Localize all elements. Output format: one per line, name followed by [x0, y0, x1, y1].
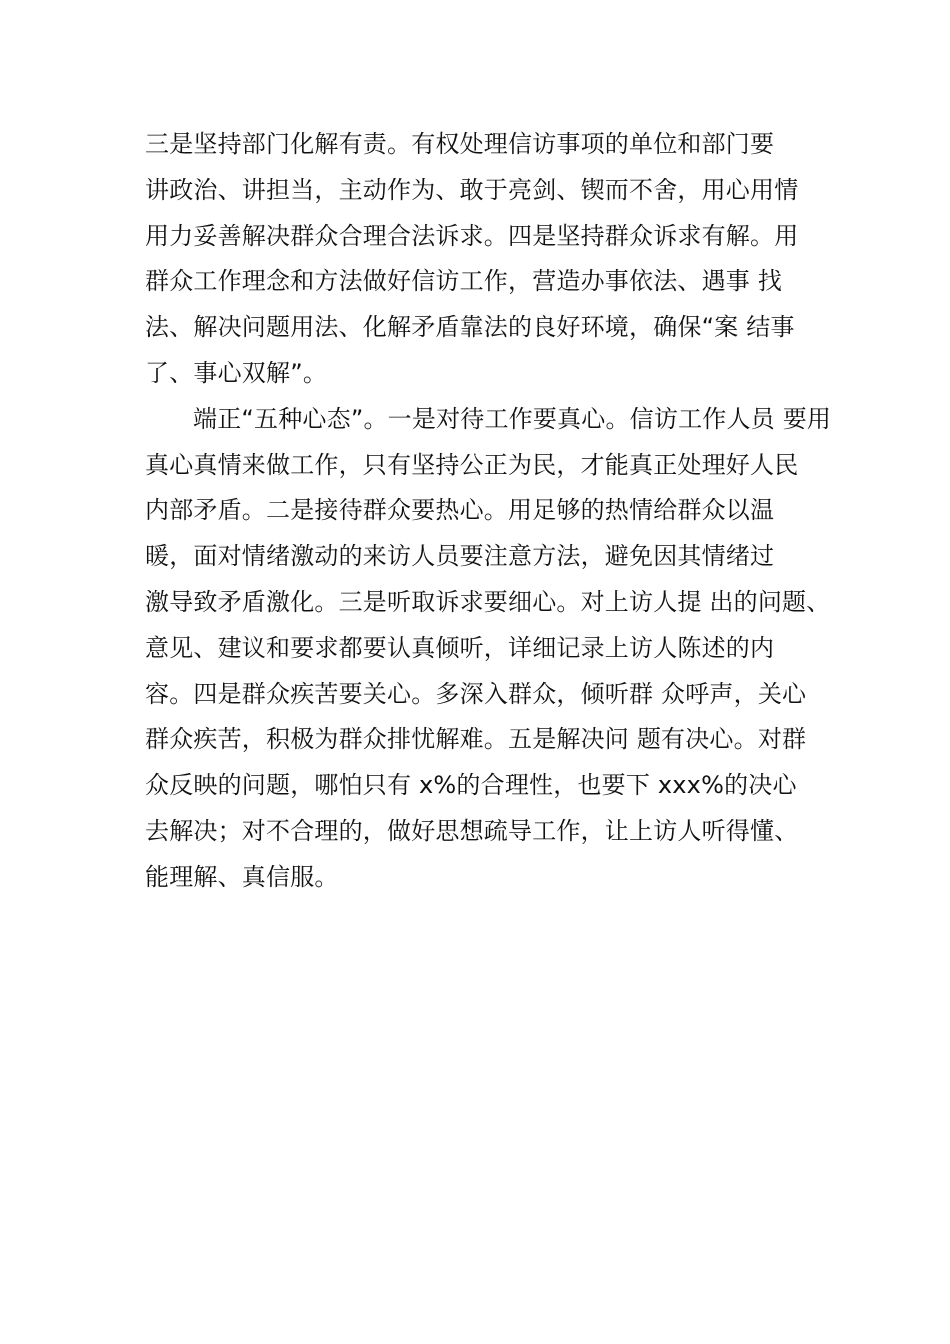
- text-line: 讲政治、讲担当，主动作为、敢于亮剑、锲而不舍，用心用情: [145, 175, 799, 204]
- paragraph-start-line: 端正“五种心态”。一是对待工作要真心。信访工作人员 要用: [193, 404, 832, 433]
- text-line: 能理解、真信服。: [145, 862, 339, 891]
- text-line: 容。四是群众疾苦要关心。多深入群众，倾听群 众呼声，关心: [145, 679, 807, 708]
- text-line: 法、解决问题用法、化解矛盾靠法的良好环境，确保“案 结事: [145, 313, 795, 342]
- text-line: 群众疾苦，积极为群众排忧解难。五是解决问 题有决心。对群: [145, 725, 807, 754]
- text-line: 激导致矛盾激化。三是听取诉求要细心。对上访人提 出的问题、: [145, 587, 831, 616]
- text-line: 意见、建议和要求都要认真倾听，详细记录上访人陈述的内: [145, 633, 775, 662]
- text-line: 去解决；对不合理的，做好思想疏导工作，让上访人听得懂、: [145, 816, 799, 845]
- document-body: [145, 122, 835, 901]
- text-line: 群众工作理念和方法做好信访工作，营造办事依法、遇事 找: [145, 267, 783, 296]
- text-line: 了、事心双解”。: [145, 358, 328, 387]
- text-line: 真心真情来做工作，只有坚持公正为民，才能真正处理好人民: [145, 450, 799, 479]
- text-line: 暖，面对情绪激动的来访人员要注意方法，避免因其情绪过: [145, 542, 775, 571]
- text-line: 三是坚持部门化解有责。有权处理信访事项的单位和部门要: [145, 130, 775, 158]
- text-line: 内部矛盾。二是接待群众要热心。用足够的热情给群众以温: [145, 496, 775, 525]
- text-line: 众反映的问题，哪怕只有 x%的合理性，也要下 xxx%的决心: [145, 771, 797, 800]
- text-line: 用力妥善解决群众合理合法诉求。四是坚持群众诉求有解。用: [145, 221, 799, 250]
